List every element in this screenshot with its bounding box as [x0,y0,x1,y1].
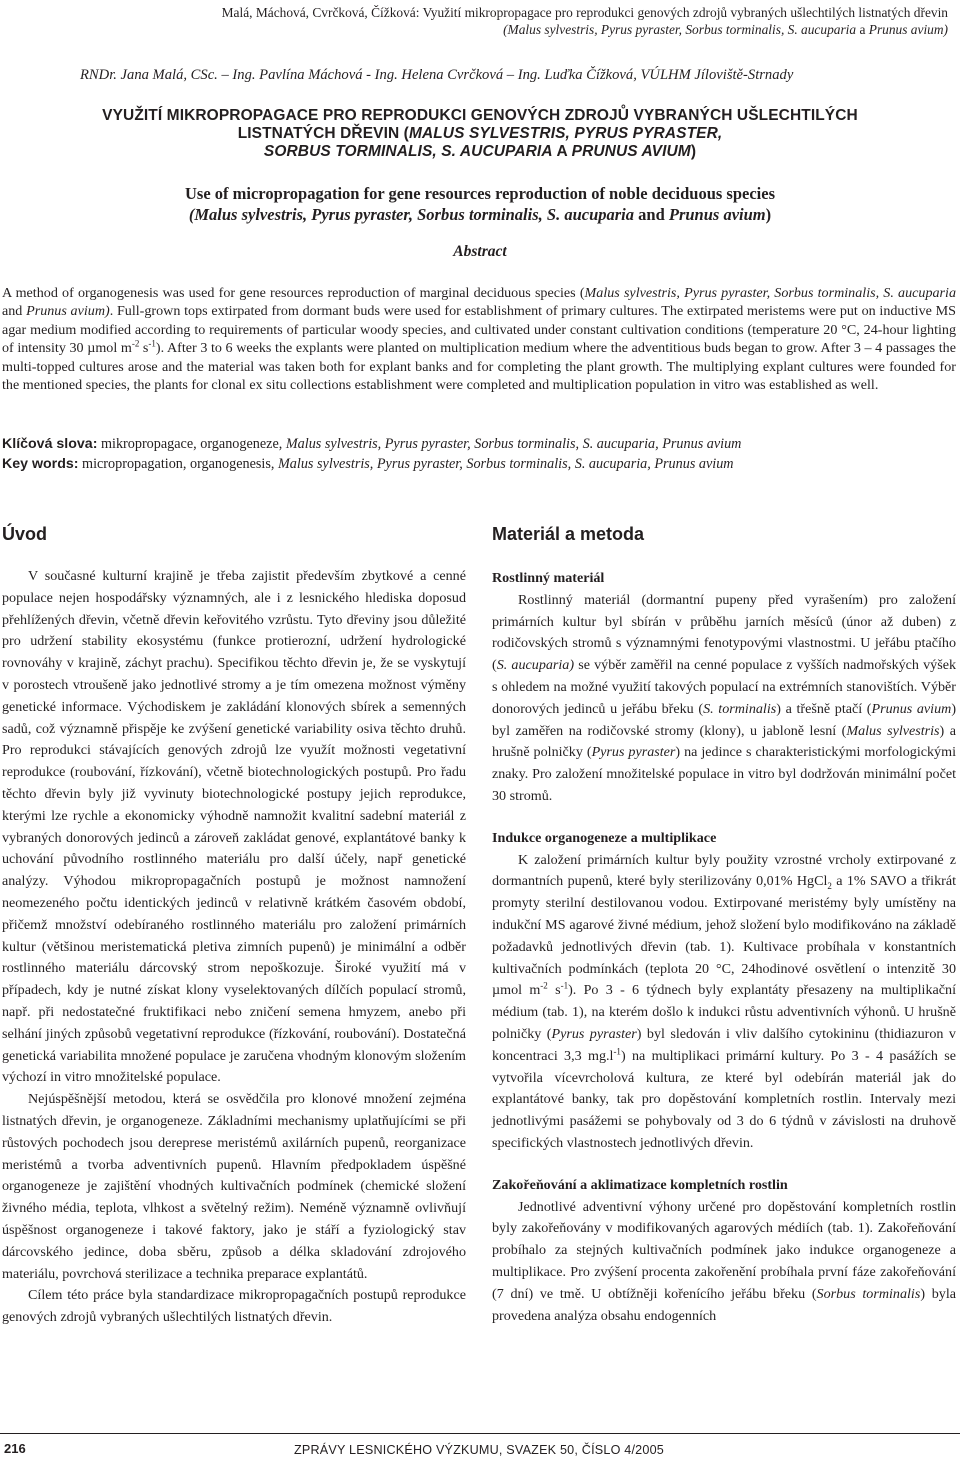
intro-paragraph-3: Cílem této práce byla standardizace mikropropagačních postupů reprodukce genových zdrojů vybraných ušlechtilých listnatých dřevin. [2,1287,466,1326]
keywords-english: Key words: micropropagation, organogenesis, Malus sylvestris, Pyrus pyraster, Sorbus torminalis, S. aucuparia, Prunus avium [2,456,734,472]
abstract-body: A method of organogenesis was used for gene resources reproduction of marginal deciduous species (Malus sylvestris, Pyrus pyraster, Sorbus torminalis, S. aucuparia and Prunus avium). Full-grown tops extirpated from dormant buds were used for establishment of primary cultures. The extirpated meristems were put on inductive MS agar medium modified according to requirements of particular woody species, and cultivated under constant cultivation conditions (temperature 20 °C, 24-hour lighting of intensity 30 µmol $m^{-2}$ $s^{-1}$). After 3 to 6 weeks the explants were planted on multiplication medium where the adventitious buds began to grow. After 3 – 4 passages the multi-topped cultures arose and the material was taken both for explant banks and for completing the plant growth. The multiplying explant cultures were founded for the mentioned species, the plants for clonal ex situ collections establishment were completed and multiplication population in vitro was established as well. [2,285,956,394]
intro-paragraph-1: V současné kulturní krajině je třeba zajistit především zbytkové a cenné populace nejen hospodářsky významných, ale i z lesnického hlediska doposud přehlížených dřevin, včetně dřevin keřovitého vzrůstu. Tyto dřeviny jsou důležité pro udržení stability ekosystému (funkce protierozní, udržení hydrologické rovnováhy v krajině, záchyt prachu). Specifikou těchto dřevin je, že se vyskytují v porostech vtroušeně jako jednotlivé stromy a je tím omezena možnost výměny genetické informace. Východiskem je zakládání klonových sbírek a semenných sadů, což významně přispěje ke zvýšení genetické variability osiva těchto druhů. Pro reprodukci stávajících genových zdrojů lze využít možnosti vegetativní reprodukce (roubování, řízkování), včetně biotechnologických postupů. Pro řadu těchto dřevin byly již vyvinuty biotechnologické postupy jejich reprodukce, kterými lze rychle a ekonomicky výhodně namnožit kvalitní sadební materiál z vybraných donorových jedinců a zároveň zakládat genové, explantátové banky k uchování původního rostlinného materiálu pro další účely, např genetické analýzy. Výhodou mikropropagačních postupů je možnost namnožení neomezeného počtu identických jedinců v relativně krátkém časovém období, přičemž množství odebíraného rostlinného materiálu pro založení primárních kultur (většinou meristematická pletiva zimních pupenů) je minimální a odběr rostlinného materiálu dárcovský strom nepoškozuje. Široké využití má v případech, kdy je nutné získat klony vyselektovaných dílčích populací stromů, např. při nedostatečné fruktifikaci nebo zničení semena hmyzem, anebo při selhání jiných způsobů vegetativní reprodukce (řízkování, roubování). Dostatečná genetická variabilita množené populace je zaručena vhodným klonovým složením výchozí in vitro množitelské populace. [2,568,466,1086]
english-title [0,183,960,225]
english-title-line1: Use of micropropagation for gene resources reproduction of noble deciduous species [184,184,776,203]
keywords-czech-label: Klíčová slova: [2,436,98,452]
keywords-english-label: Key words: [2,456,79,472]
running-header-line2: (Malus sylvestris, Pyrus pyraster, Sorbus torminalis, S. aucuparia a Prunus avium) [503,22,948,37]
section-title-uvod: Úvod [2,524,47,544]
running-header [0,4,948,38]
left-column-body [2,566,466,1329]
section-title-material: Materiál a metoda [492,524,645,544]
right-column-body [492,568,956,1327]
abstract-heading: Abstract [453,243,507,260]
journal-name: ZPRÁVY LESNICKÉHO VÝZKUMU, SVAZEK 50, ČÍSLO 4/2005 [294,1443,664,1457]
rooting-paragraph: Jednotlivé adventivní výhony určené pro dopěstování kompletních rostlin byly zakořeňovány v modifikovaných agarových médiích (tab. 1). Zakořeňování probíhalo za stejných kultivačních podmínek jako indukce organogeneze a multiplikace. Pro zvýšení procenta zakořenění probíhala první fáze zakořeňování (7 dní) ve tmě. U obtížněji kořenícího jeřábu břeku (Sorbus torminalis) byla provedena analýza obsahu endogenních [492,1198,957,1324]
intro-paragraph-2: Nejúspěšnější metodou, která se osvědčila pro klonové množení zejména listnatých dřevin, je organogeneze. Základními mechanismy uplatňujícími se při růstových pochodech jsou derepresе meristémů axilárních pupenů, reorganizace meristémů a tvorba adventivních pupenů. Hlavním předpokladem úspěšné organogeneze je zajištění vhodných kultivačních podmínek (chemické složení živného média, teplota, vlhkost a světelný režim). Neméně významně ovlivňují úspěšnost organogeneze i takové faktory, jako je stáří a fyziologický stav dárcovského jedince, doba sběru, způsob a délka skladování zdrojového materiálu, povrchová sterilizace a technika preparace explantátů. [2,1091,466,1282]
czech-title-line3: SORBUS TORMINALIS, S. AUCUPARIA A PRUNUS AVIUM) [263,143,697,160]
english-title-line2: (Malus sylvestris, Pyrus pyraster, Sorbus torminalis, S. aucuparia and Prunus avium) [188,205,772,224]
running-header-line1: Malá, Máchová, Cvrčková, Čížková: Využití mikropropagace pro reprodukci genových zdrojů vybraných ušlechtilých listnatých dřevin [221,5,948,20]
subheading-organogenesis: Indukce organogeneze a multiplikace [492,829,717,846]
footer-divider [0,1433,960,1434]
organogenesis-paragraph: K založení primárních kultur byly použity vzrostné vrcholy extirpované z dormantních pupenů, které byly sterilizovány 0,01% HgCl$_2$ a 1% SAVO a třikrát promyty sterilní destilovanou vodou. Extirpované meristémy byly umístěny na indukční MS agarové živné médium, jehož složení bylo modifikováno na základě požadavků jednotlivých dřevin (tab. 1). Kultivace probíhala v konstantních kultivačních podmínkách (teplota 20 °C, 24hodinové osvětlení o intenzitě 30 µmol $m^{-2}$ $s^{-1}$). Po 3 - 6 týdnech byly explantáty přesazeny na multiplikační médium (tab. 1), na kterém došlo k indukci růstu adventivních výhonů. U hrušně polničky (Pyrus pyraster) byl sledován i vliv dalšího cytokininu (thidiazuron v koncentraci 3,3 $mg.l^{-1}$) na multiplikaci primární kultury. Po 3 - 4 pasážích se vytvořila vícevrcholová kultura, ze které byl odebírán materiál jak do explantátové banky, tak pro dopěstování kompletních rostlin. Intervaly mezi jednotlivými pasážemi se pohybovaly od 3 do 6 týdnů v závislosti na druhově specifických vlastnostech jednotlivých dřevin. [492,851,956,1151]
keywords-czech: Klíčová slova: mikropropagace, organogeneze, Malus sylvestris, Pyrus pyraster, Sorbus torminalis, S. aucuparia, Prunus avium [2,436,742,452]
czech-title-line2: LISTNATÝCH DŘEVIN (MALUS SYLVESTRIS, PYRUS PYRASTER, [237,125,723,142]
czech-title-line1: VYUŽITÍ MIKROPROPAGACE PRO REPRODUKCI GENOVÝCH ZDROJŮ VYBRANÝCH UŠLECHTILÝCH [102,107,858,124]
subheading-rooting: Zakořeňování a aklimatizace kompletních rostlin [492,1176,788,1193]
authors-line: RNDr. Jana Malá, CSc. – Ing. Pavlína Máchová - Ing. Helena Cvrčková – Ing. Luďka Čížková, VÚLHM Jíloviště-Strnady [80,67,794,83]
page-number: 216 [4,1441,26,1456]
czech-title [20,107,940,161]
plant-material-paragraph: Rostlinný materiál (dormantní pupeny před vyrašením) pro založení primárních kultur byl sbírán v průběhu jarních měsíců (únor až duben) z rodičovských stromů s významnými fenotypovými vlastnostmi. U jeřábu ptačího (S. aucuparia) se výběr zaměřil na cenné populace z vyšších nadmořských výšek s ohledem na možné využití takových populací na extrémních stanovištích. Výběr donorových jedinců u jeřábu břeku (S. torminalis) a třešně ptačí (Prunus avium) byl zaměřen na rodičovské stromy (klony), u jabloně lesní (Malus sylvestris) a hrušně polničky (Pyrus pyraster) na jedince s charakteristickými morfologickými znaky. Pro založení množitelské populace in vitro byl dodržován minimální počet 30 stromů. [492,591,957,804]
subheading-plant-material: Rostlinný materiál [492,570,605,586]
